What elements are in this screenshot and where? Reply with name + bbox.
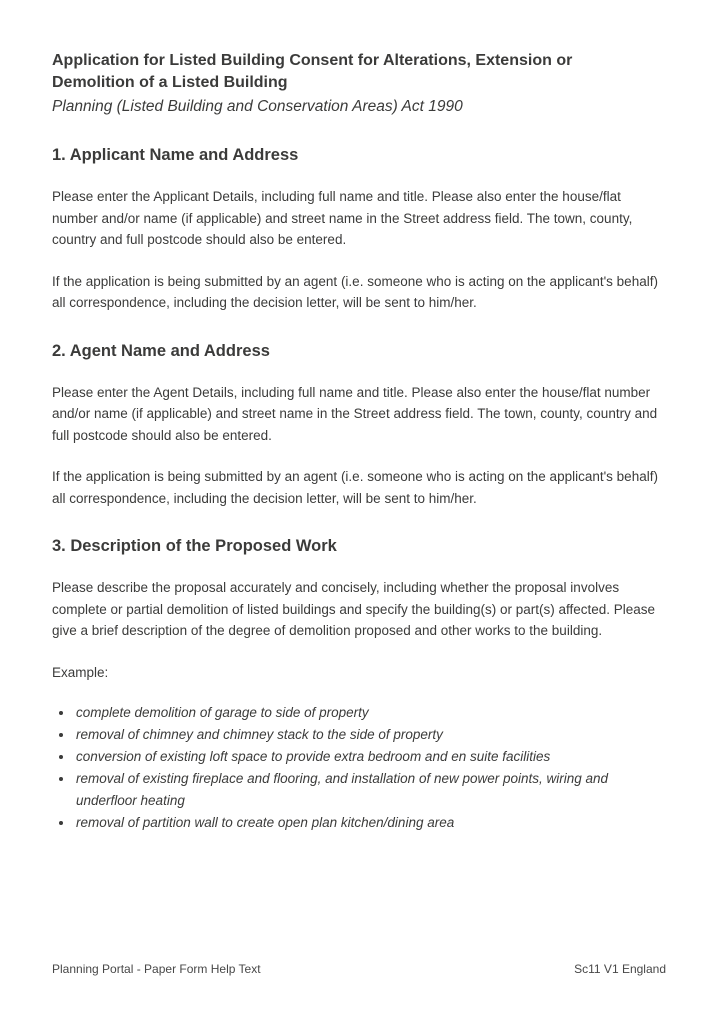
document-subtitle: Planning (Listed Building and Conservation Areas) Act 1990	[52, 98, 463, 115]
section-1-paragraph-2: If the application is being submitted by an agent (i.e. someone who is acting on the applicant's behalf) all correspondence, including the decision letter, will be sent to him/her.	[52, 273, 658, 310]
section-1-paragraph-1: Please enter the Applicant Details, including full name and title. Please also enter the house/flat number and/or name (if applicable) and street name in the Street address field. The town, county, country and full postcode should also be entered.	[52, 189, 633, 247]
page-footer	[52, 962, 666, 976]
list-item: conversion of existing loft space to provide extra bedroom and en suite facilities	[76, 746, 660, 768]
section-3-heading: 3. Description of the Proposed Work	[52, 537, 337, 555]
document-title: Application for Listed Building Consent for Alterations, Extension or Demolition of a Listed Building	[52, 52, 573, 91]
list-item: complete demolition of garage to side of property	[76, 702, 660, 724]
list-item: removal of chimney and chimney stack to the side of property	[76, 724, 660, 746]
section-description-proposed-work	[52, 535, 660, 834]
section-1-heading: 1. Applicant Name and Address	[52, 146, 299, 164]
section-2-paragraph-2: If the application is being submitted by an agent (i.e. someone who is acting on the applicant's behalf) all correspondence, including the decision letter, will be sent to him/her.	[52, 469, 658, 506]
list-item: removal of existing fireplace and flooring, and installation of new power points, wiring and underfloor heating	[76, 768, 660, 812]
section-2-paragraph-1: Please enter the Agent Details, including full name and title. Please also enter the house/flat number and/or name (if applicable) and street name in the Street address field. The town, county, country and full postcode should also be entered.	[52, 384, 658, 443]
section-applicant-name-address	[52, 144, 660, 314]
section-3-example-label: Example:	[52, 664, 109, 680]
footer-version-label: Sc11 V1 England	[574, 962, 666, 976]
section-agent-name-address	[52, 340, 660, 510]
section-2-heading: 2. Agent Name and Address	[52, 341, 270, 360]
footer-document-name: Planning Portal - Paper Form Help Text	[52, 962, 261, 976]
section-3-paragraph-1: Please describe the proposal accurately and concisely, including whether the proposal involves complete or partial demolition of listed buildings and specify the building(s) or part(s) affected. Please give a brief description of the degree of demolition proposed and other works to the building.	[52, 580, 656, 638]
list-item: removal of partition wall to create open plan kitchen/dining area	[76, 812, 660, 834]
example-bullet-list	[52, 702, 660, 834]
